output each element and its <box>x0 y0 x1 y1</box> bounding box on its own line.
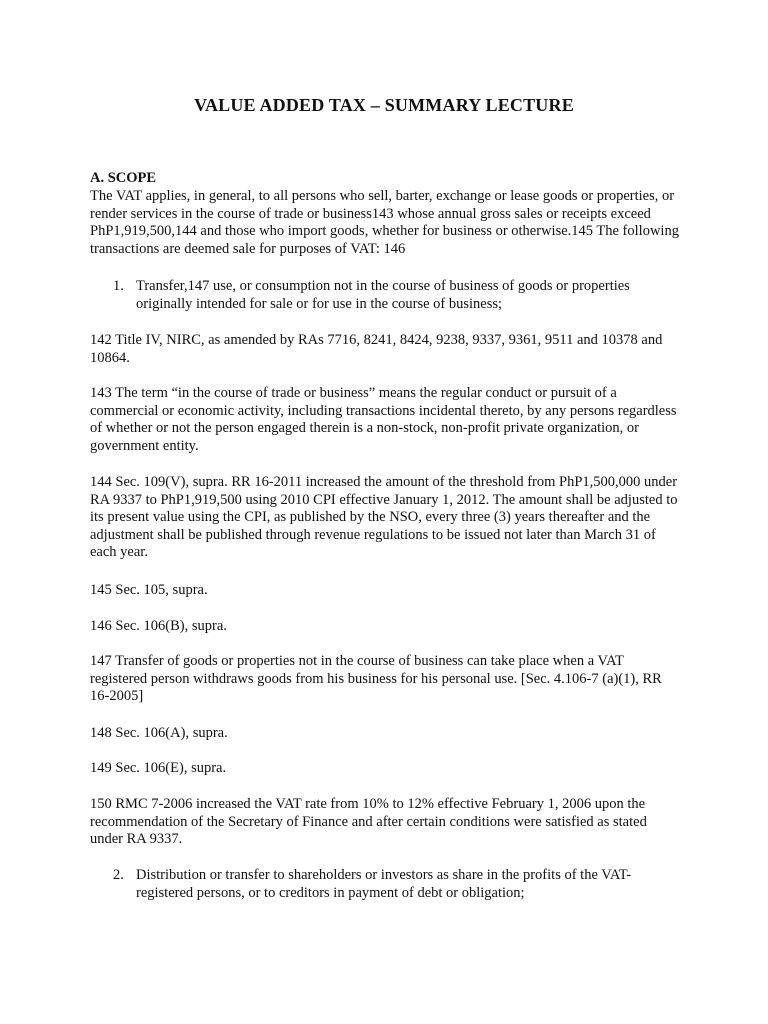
intro-paragraph: The VAT applies, in general, to all persons who sell, barter, exchange or lease goods or properties, or render services in the course of trade or business143 whose annual gross sales or receipts exceed PhP1,919,500,144 and those who import goods, whether for business or otherwise.145 The following transactions are deemed sale for purposes of VAT: 146 <box>90 188 679 257</box>
list-item-number: 2. <box>113 867 124 883</box>
footnote-143: 143 The term “in the course of trade or business” means the regular conduct or pursuit of a commercial or economic activity, including transactions incidental thereto, by any persons regardless of whether or not the person engaged therein is a non-stock, non-profit private organization, or government entity. <box>90 385 677 454</box>
footnote-150: 150 RMC 7-2006 increased the VAT rate from 10% to 12% effective February 1, 2006 upon the recommendation of the Secretary of Finance and after certain conditions were satisfied as stated under RA 9337. <box>90 796 647 848</box>
list-item-number: 1. <box>113 278 124 294</box>
document-title: VALUE ADDED TAX – SUMMARY LECTURE <box>194 95 574 115</box>
list-item <box>113 867 680 902</box>
list-item <box>113 278 680 313</box>
list-item-text: Transfer,147 use, or consumption not in the course of business of goods or properties originally intended for sale or for use in the course of business; <box>136 278 630 312</box>
footnote-144: 144 Sec. 109(V), supra. RR 16-2011 increased the amount of the threshold from PhP1,500,000 under RA 9337 to PhP1,919,500 using 2010 CPI effective January 1, 2012. The amount shall be adjusted to its present value using the CPI, as published by the NSO, every three (3) years thereafter and the adjustment shall be published through revenue regulations to be issued not later than March 31 of each year. <box>90 474 678 561</box>
list-item-text: Distribution or transfer to shareholders or investors as share in the profits of the VAT-registered persons, or to creditors in payment of debt or obligation; <box>136 867 632 901</box>
footnote-142: 142 Title IV, NIRC, as amended by RAs 7716, 8241, 8424, 9238, 9337, 9361, 9511 and 10378 and 10864. <box>90 332 663 366</box>
footnote-149: 149 Sec. 106(E), supra. <box>90 760 227 776</box>
footnote-148: 148 Sec. 106(A), supra. <box>90 725 228 741</box>
footnote-145: 145 Sec. 105, supra. <box>90 582 208 598</box>
footnote-146: 146 Sec. 106(B), supra. <box>90 618 227 634</box>
footnote-147: 147 Transfer of goods or properties not in the course of business can take place when a VAT registered person withdraws goods from his business for his personal use. [Sec. 4.106-7 (a)(1), RR 16-2005] <box>90 653 662 705</box>
section-heading: A. SCOPE <box>90 170 157 186</box>
